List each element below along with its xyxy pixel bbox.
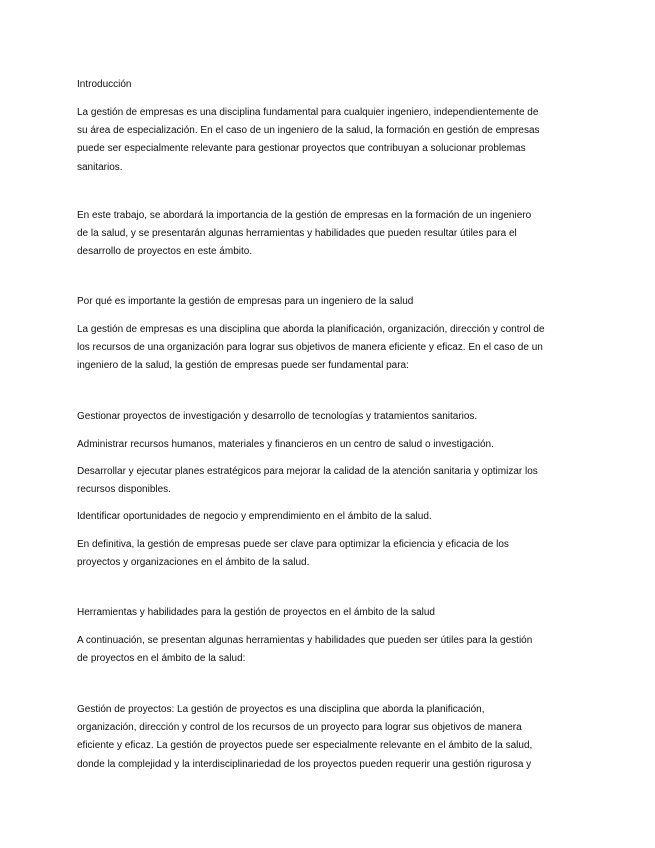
paragraph-line: Administrar recursos humanos, materiales y financieros en un centro de salud o investigación. <box>77 439 494 450</box>
paragraph-line: La gestión de empresas es una disciplina fundamental para cualquier ingeniero, independientemente de <box>77 107 539 118</box>
paragraph-line: Gestión de proyectos: La gestión de proyectos es una disciplina que aborda la planificación, <box>77 704 485 715</box>
paragraph-line: En definitiva, la gestión de empresas puede ser clave para optimizar la eficiencia y eficacia de los <box>77 539 509 550</box>
paragraph-line: organización, dirección y control de los recursos de un proyecto para lograr sus objetivos de manera <box>77 722 522 734</box>
paragraph-line: desarrollo de proyectos en este ámbito. <box>77 246 253 258</box>
paragraph-line: sanitarios. <box>77 161 123 173</box>
paragraph-line: Identificar oportunidades de negocio y emprendimiento en el ámbito de la salud. <box>77 511 432 522</box>
paragraph-line: A continuación, se presentan algunas herramientas y habilidades que pueden ser útiles para la gestión <box>77 635 533 646</box>
paragraph-line: Gestionar proyectos de investigación y desarrollo de tecnologías y tratamientos sanitarios. <box>77 411 478 422</box>
paragraph-line: En este trabajo, se abordará la importancia de la gestión de empresas en la formación de un ingeniero <box>77 210 532 221</box>
section-heading: Herramientas y habilidades para la gestión de proyectos en el ámbito de la salud <box>77 607 435 618</box>
paragraph-line: La gestión de empresas es una disciplina que aborda la planificación, organización, dirección y control de <box>77 324 545 335</box>
section-heading: Por qué es importante la gestión de empresas para un ingeniero de la salud <box>77 296 414 307</box>
paragraph-line: recursos disponibles. <box>77 484 171 496</box>
paragraph-line: proyectos y organizaciones en el ámbito de la salud. <box>77 557 310 569</box>
paragraph-line: puede ser especialmente relevante para gestionar proyectos que contribuyan a solucionar problemas <box>77 143 526 155</box>
paragraph-line: de la salud, y se presentarán algunas herramientas y habilidades que pueden resultar útiles para el <box>77 228 517 240</box>
paragraph-line: los recursos de una organización para lograr sus objetivos de manera eficiente y eficaz. En el caso de un <box>77 342 543 354</box>
paragraph-line: Desarrollar y ejecutar planes estratégicos para mejorar la calidad de la atención sanitaria y optimizar los <box>77 466 538 477</box>
paragraph-line: su área de especialización. En el caso de un ingeniero de la salud, la formación en gestión de empresas <box>77 125 540 137</box>
paragraph-line: ingeniero de la salud, la gestión de empresas puede ser fundamental para: <box>77 360 409 372</box>
paragraph-line: eficiente y eficaz. La gestión de proyectos puede ser especialmente relevante en el ámbito de la salud, <box>77 740 533 752</box>
paragraph-line: donde la complejidad y la interdisciplinariedad de los proyectos pueden requerir una gestión rigurosa y <box>77 758 532 770</box>
paragraph-line: de proyectos en el ámbito de la salud: <box>77 653 246 665</box>
section-heading: Introducción <box>77 79 132 90</box>
